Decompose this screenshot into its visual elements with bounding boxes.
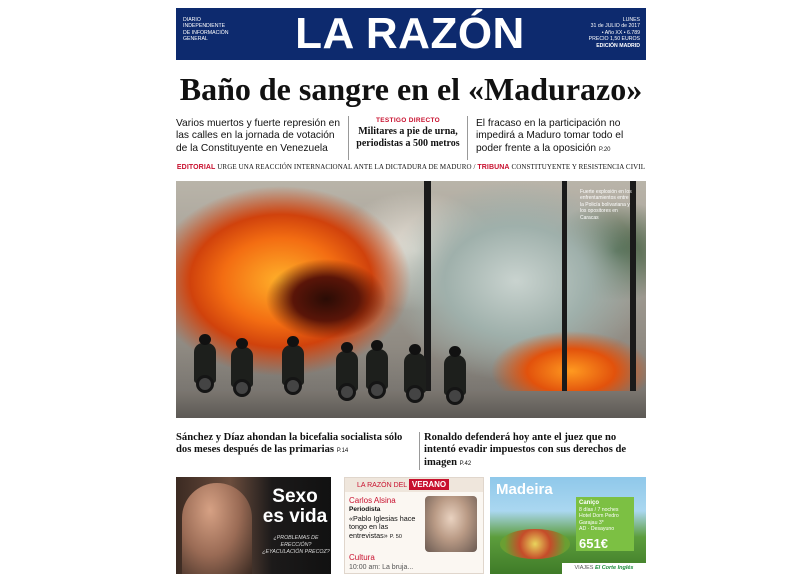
interviewee-name: Carlos Alsina: [349, 496, 396, 505]
subhead-left[interactable]: Varios muertos y fuerte represión en las calles en la jornada de votación de la Constituyente en Venezuela: [176, 118, 341, 154]
subhead-middle-box[interactable]: [348, 116, 468, 160]
subheads-row: [176, 116, 646, 160]
street-pole: [562, 181, 567, 418]
motorcycle-rider: [366, 349, 388, 389]
offer-panel: Caniço 8 días / 7 noches Hotel Dom Pedro Garajau 3* AD · Desayuno 651€: [576, 497, 634, 551]
offer-price: 651€: [579, 535, 608, 551]
interviewee-photo: [425, 496, 477, 552]
headline-ronaldo[interactable]: Ronaldo defenderá hoy ante el juez que no intentó evadir impuestos con sus derechos de imagen P.42: [419, 432, 649, 470]
brand-logo: El Corte Inglés: [594, 565, 634, 571]
main-photo[interactable]: [176, 181, 646, 418]
page-reference: P.20: [598, 146, 611, 153]
madeira-title: Madeira: [496, 481, 553, 498]
headline-sanchez-diaz[interactable]: Sánchez y Díaz ahondan la bicefalia socialista sólo dos meses después de las primarias P.14: [176, 432, 403, 456]
masthead-left-info: DIARIO INDEPENDIENTE DE INFORMACIÓN GENERAL: [183, 17, 229, 43]
motorcycle-rider: [282, 345, 304, 385]
motorcycle-rider: [404, 353, 426, 393]
motorcycle-rider: [444, 355, 466, 395]
page-reference: P.14: [336, 448, 349, 455]
verano-header: LA RAZÓN DEL VERANO: [345, 478, 484, 492]
ad-sexo-es-vida[interactable]: [176, 477, 331, 574]
tribuna-label: TRIBUNA: [477, 164, 510, 171]
edition-label: EDICIÓN MADRID: [596, 42, 640, 49]
section-cultura: Cultura: [349, 553, 375, 562]
newspaper-logo[interactable]: LA RAZÓN: [295, 9, 525, 58]
ad1-title: Sexo es vida: [262, 486, 328, 527]
interview-quote: «Pablo Iglesias hace tongo en las entrevistas» P. 50: [349, 514, 416, 540]
cut-off-text: 10:00 am: La bruja...: [349, 564, 414, 571]
flower-garden-image: [500, 529, 570, 559]
newspaper-front-page: [176, 8, 646, 574]
interviewee-role: Periodista: [349, 506, 381, 513]
motorcycle-rider: [194, 343, 216, 383]
testigo-kicker: TESTIGO DIRECTO: [376, 117, 440, 124]
subhead-right[interactable]: El fracaso en la participación no impedirá a Maduro tomar todo el poder frente a la oposición P.20: [476, 118, 624, 154]
editorial-label: EDITORIAL: [176, 164, 216, 171]
ad-la-razon-del-verano[interactable]: [344, 477, 484, 574]
ad-madeira-travel[interactable]: [490, 477, 646, 574]
editorial-separator: /: [473, 163, 476, 171]
motorcycle-rider: [231, 347, 253, 387]
editorial-line: [176, 163, 646, 171]
masthead: [176, 8, 646, 60]
tribuna-text[interactable]: CONSTITUYENTE Y RESISTENCIA CIVIL: [511, 163, 646, 171]
editorial-text[interactable]: URGE UNA REACCIÓN INTERNACIONAL ANTE LA DICTADURA DE MADURO: [217, 163, 472, 171]
ad1-questions: ¿PROBLEMAS DE ERECCIÓN? ¿EYACULACIÓN PRECOZ?: [262, 535, 330, 555]
photo-caption: Fuerte explosión en los enfrentamientos entre la Policía bolivariana y los opositores en Caracas: [580, 189, 632, 221]
main-headline[interactable]: Baño de sangre en el «Madurazo»: [179, 71, 643, 107]
bottom-headlines: [176, 432, 646, 472]
motorcycle-rider: [336, 351, 358, 391]
ad3-footer: VIAJES El Corte Inglés: [562, 563, 646, 574]
subhead-middle-text: Militares a pie de urna, periodistas a 500 metros: [356, 126, 460, 149]
couple-photo: [182, 483, 252, 574]
masthead-date-info: LUNES 31 de JULIO de 2017 • Año XX • 6.789 PRECIO 1,50 EUROS EDICIÓN MADRID: [570, 17, 640, 49]
page-reference: P.42: [459, 460, 472, 467]
